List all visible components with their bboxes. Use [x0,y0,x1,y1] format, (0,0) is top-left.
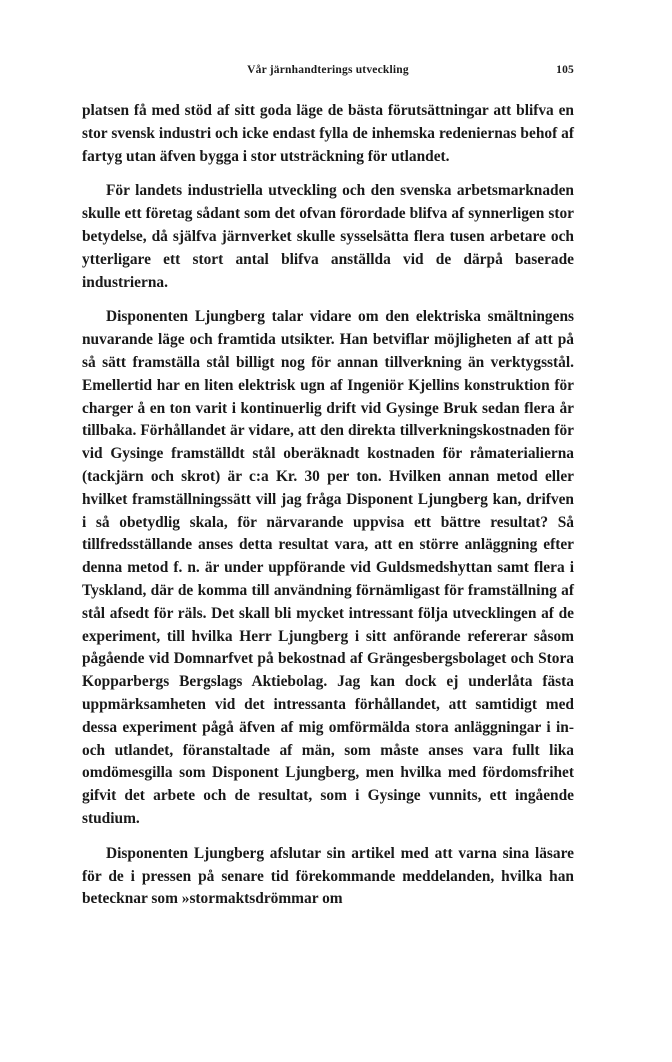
paragraph: Disponenten Ljungberg talar vidare om den elektriska smältningens nuvarande läge och framtida utsikter. Han betviflar möjligheten af att på så sätt framställa stål billigt nog för annan tillverkning än verktygsstål. Emellertid har en liten elektrisk ugn af Ingeniör Kjellins konstruktion för charger å en ton varit i kontinuerlig drift vid Gysinge Bruk sedan flera år tillbaka. Förhållandet är vidare, att den direkta tillverkningskostnaden för vid Gysinge framställdt stål oberäknadt kostnaden för råmaterialierna (tackjärn och skrot) är c:a Kr. 30 per ton. Hvilken annan metod eller hvilket framställningssätt vill jag fråga Disponent Ljungberg kan, drifven i så obetydlig skala, för närvarande uppvisa ett bättre resultat? Så tillfredsställande anses detta resultat vara, att en större anläggning efter denna metod f. n. är under uppförande vid Guldsmedshyttan samt flera i Tyskland, där de komma till användning förnämligast för framställning af stål afsedt för räls. Det skall bli mycket intressant följa utvecklingen af de experiment, till hvilka Herr Ljungberg i sitt anförande refererar såsom pågående vid Domnarfvet på bekostnad af Grängesbergsbolaget och Stora Kopparbergs Bergslags Aktiebolag. Jag kan dock ej underlåta fästa uppmärksamheten vid det intressanta förhållandet, att samtidigt med dessa experiment pågå äfven af mig omförmälda stora anläggningar i in- och utlandet, föranstaltade af män, som måste anses vara fullt lika omdömesgilla som Disponent Ljungberg, men hvilka med fördomsfrihet gifvit det arbete och de resultat, som i Gysinge vunnits, ett ingående studium. [82,308,574,827]
paragraph: Disponenten Ljungberg afslutar sin artikel med att varna sina läsare för de i pressen på senare tid förekommande meddelanden, hvilka han betecknar som »stormaktsdrömmar om [82,844,574,908]
paragraph-continuation: platsen få med stöd af sitt goda läge de bästa förutsättningar att blifva en stor svensk industri och icke endast fylla de inhemska redeniernas behof af fartyg utan äfven bygga i stor utsträckning för utlandet. [82,102,574,165]
running-title: Vår järnhandterings utveckling [247,64,409,76]
running-head [82,60,574,82]
paragraph: För landets industriella utveckling och den svenska arbetsmarknaden skulle ett företag sådant som det ofvan förordade blifva af synnerligen stor betydelse, då själfva järnverket skulle sysselsätta flera tusen arbetare och ytterligare ett stort antal blifva anställda vid de därpå baserade industrierna. [82,182,574,291]
page-number: 105 [556,64,574,76]
body-text [82,100,574,911]
book-page [82,60,574,911]
